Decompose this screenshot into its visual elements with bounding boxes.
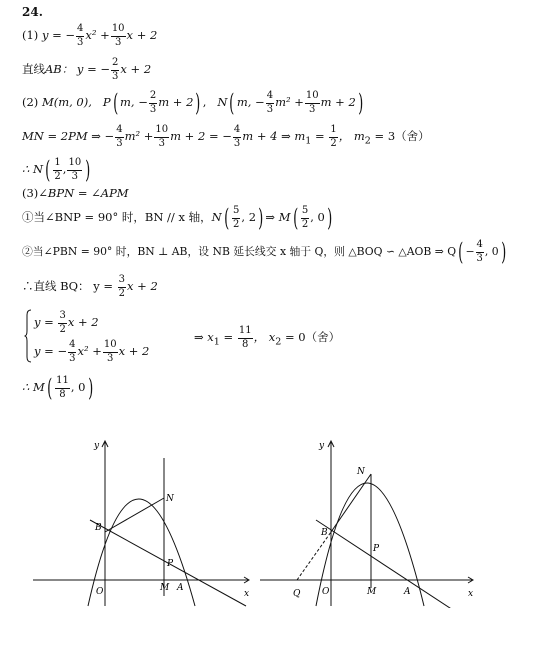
part3-header: (3)∠BPN = ∠APM: [22, 186, 129, 200]
label-q: Q: [293, 589, 301, 599]
label-x: x: [244, 589, 250, 599]
system-brace: [24, 309, 32, 363]
label-a: A: [177, 583, 184, 593]
label-b: B: [321, 528, 328, 538]
label-p: P: [167, 559, 174, 569]
part2-definitions: (2) M(m, 0), P( m, − $\frac{2}{3}$ m + 2) , N( m, − $\frac{4}{3}$ m² + $\frac{10}{3}$ m + 2): [22, 89, 364, 117]
line-ab-equation: 直线AB： y = − $\frac{2}{3}$ x + 2: [22, 57, 152, 82]
label-y: y: [94, 441, 100, 451]
line-bq: ∴直线 BQ： y = $\frac{3}{2}$ x + 2: [22, 274, 158, 299]
system-row2: y = − $\frac{4}{3}$ x² + $\frac{10}{3}$ x + 2: [34, 339, 150, 364]
line-ab: [316, 520, 456, 608]
system-result: ⇒ $x_1$ = $\frac{11}{8}$ ， $x_2 = 0$（舍）: [194, 325, 341, 350]
case1: ①当∠BNP = 90° 时，BN // x 轴，N( $\frac{5}{2}$ , 2) ⇒ M( $\frac{5}{2}$ , 0): [22, 204, 333, 232]
mn-equation: MN = 2PM ⇒ − $\frac{4}{3}$ m² + $\frac{10}{3}$ m + 2 = − $\frac{4}{3}$ m + 4 ⇒ $m_1$ = $\frac{1}{2}$ ， $m_2 = 3$（舍）: [22, 124, 430, 149]
part1-label: (1): [22, 28, 39, 42]
label-n: N: [166, 494, 174, 504]
segment-bn: [331, 474, 371, 532]
label-m: M: [160, 583, 170, 593]
segment-bn: [105, 498, 164, 532]
label-n: N: [357, 467, 365, 477]
label-p: P: [373, 544, 380, 554]
final-result: ∴ M( $\frac{11}{8}$ , 0): [22, 374, 93, 402]
label-b: B: [95, 523, 102, 533]
problem-number: 24.: [22, 5, 43, 19]
part1-parabola: (1) y = − $\frac{4}{3}$ x² + $\frac{10}{3}$ x + 2: [22, 23, 158, 48]
left-figure: [30, 438, 256, 608]
label-a: A: [404, 587, 411, 597]
right-figure: [254, 438, 480, 608]
label-y: y: [319, 441, 325, 451]
label-m: M: [367, 587, 377, 597]
n-result: ∴ N( $\frac{1}{2}$ , $\frac{10}{3}$ ): [22, 156, 91, 184]
label-o: O: [96, 587, 104, 597]
label-x: x: [468, 589, 474, 599]
label-o: O: [322, 587, 330, 597]
case2: ②当∠PBN = 90° 时，BN ⊥ AB，设 NB 延长线交 x 轴于 Q，则 △BOQ ∽ △AOB ⇒ Q( − $\frac{4}{3}$ , 0): [22, 238, 506, 266]
system-row1: y = $\frac{3}{2}$ x + 2: [34, 310, 99, 335]
segment-qb-dashed: [297, 532, 331, 580]
